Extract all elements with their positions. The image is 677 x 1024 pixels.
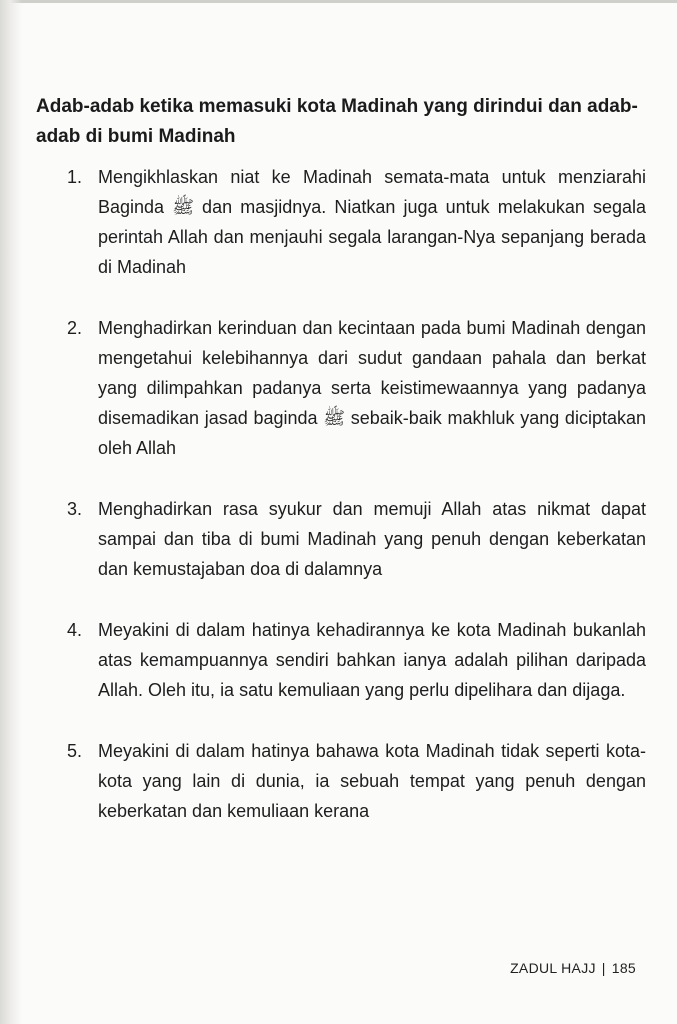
- list-item: [36, 162, 646, 282]
- page-footer: [510, 958, 636, 978]
- adab-list: [36, 162, 646, 857]
- book-title: ZADUL HAJJ: [510, 960, 596, 976]
- list-item: [36, 494, 646, 584]
- page-top-edge: [0, 0, 677, 3]
- item-text: Menghadirkan kerinduan dan kecintaan pada bumi Madinah dengan mengetahui kelebihannya dari sudut gandaan pahala dan berkat yang dilimpahkan padanya serta keistimewaannya yang padanya disemadikan jasad baginda ﷺ sebaik-baik makhluk yang diciptakan oleh Allah: [98, 318, 646, 458]
- item-text: Meyakini di dalam hatinya bahawa kota Madinah tidak seperti kota-kota yang lain di dunia, ia sebuah tempat yang penuh dengan keberkatan dan kemuliaan kerana: [98, 741, 646, 821]
- item-number: 3.: [66, 499, 82, 519]
- item-number: 5.: [66, 741, 82, 761]
- list-item: [36, 313, 646, 463]
- item-number: 1.: [66, 167, 82, 187]
- item-text: Meyakini di dalam hatinya kehadirannya ke kota Madinah bukanlah atas kemampuannya sendiri bahkan ianya adalah pilihan daripada Allah. Oleh itu, ia satu kemuliaan yang perlu dipelihara dan dijaga.: [98, 620, 646, 700]
- item-text: Mengikhlaskan niat ke Madinah semata-mata untuk menziarahi Baginda ﷺ dan masjidnya. Niatkan juga untuk melakukan segala perintah Allah dan menjauhi segala larangan-Nya sepanjang berada di Madinah: [98, 167, 647, 277]
- item-number: 4.: [66, 620, 82, 640]
- footer-separator: |: [601, 960, 606, 976]
- list-item: [36, 736, 646, 826]
- section-heading: Adab-adab ketika memasuki kota Madinah yang dirindui dan adab-adab di bumi Madinah: [36, 96, 638, 147]
- list-item: [36, 615, 646, 705]
- item-number: 2.: [66, 318, 82, 338]
- page-number: 185: [611, 960, 636, 976]
- item-text: Menghadirkan rasa syukur dan memuji Allah atas nikmat dapat sampai dan tiba di bumi Madinah yang penuh dengan keberkatan dan kemustajaban doa di dalamnya: [98, 499, 646, 579]
- binding-shadow: [0, 0, 22, 1024]
